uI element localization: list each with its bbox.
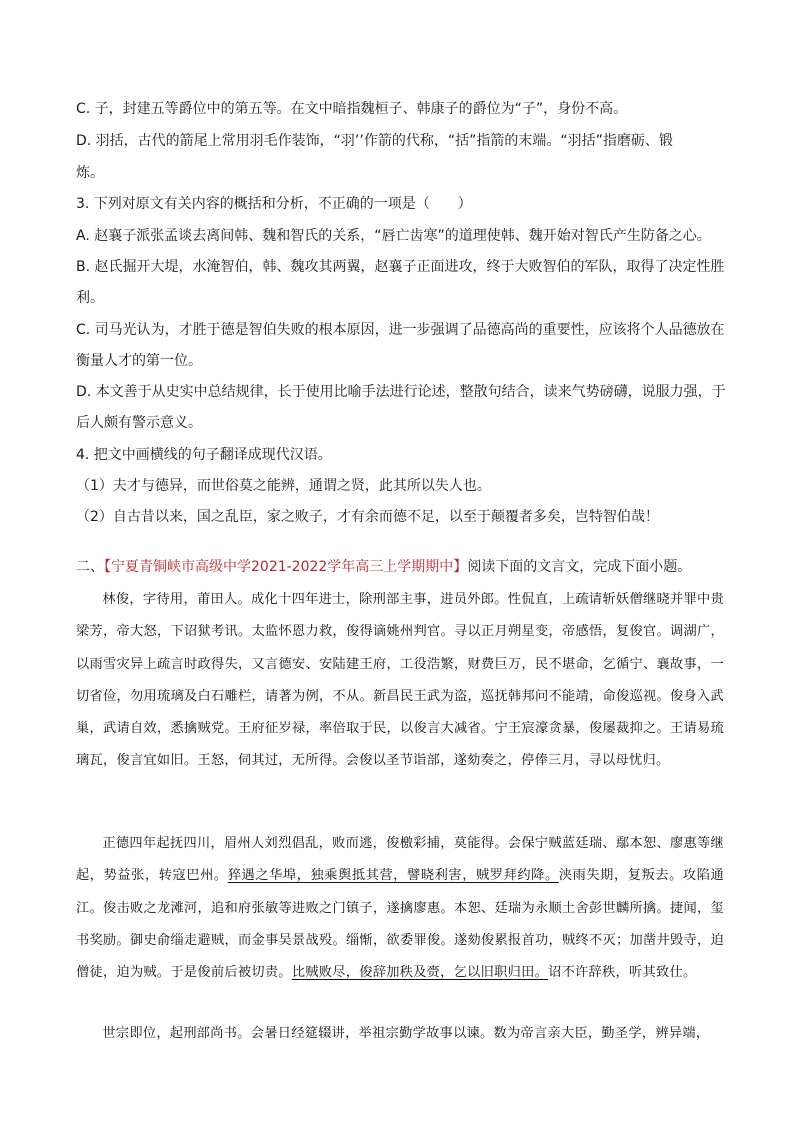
q4-sentence-1: （1）夫才与德异，而世俗莫之能辨，通谓之贤，此其所以失人也。 <box>76 478 491 494</box>
q3-option-b-line2: 利。 <box>76 290 104 306</box>
q3-option-c-line2: 衡量人才的第一位。 <box>76 353 202 369</box>
q3-option-d-line1: D. 本文善于从史实中总结规律，长于使用比喻手法进行论述，整散句结合，读来气势磅礴，说服力强，于 <box>76 384 726 400</box>
q3-option-b-line1: B. 赵氏掘开大堤，水淹智伯，韩、魏攻其两翼，赵襄子正面进攻，终于大败智伯的军队，取得了决定性胜 <box>76 259 725 275</box>
underlined-sentence-2: 比贼败尽，俊辞加秩及赍，乞以旧职归田。 <box>291 965 549 981</box>
passage-paragraph-3: 世宗即位，起刑部尚书。会暑日经筵辍讲，举祖宗勤学故事以谏。数为帝言亲大臣，勤圣学，辨异端， <box>102 1026 710 1041</box>
passage-text: 浃雨失期，复叛去。攻陷通江。俊击败之龙滩河，追和府张敏等进败之门镇子，遂擒廖惠。本恕、廷瑞为永顺土舍彭世麟所擒。捷闻，玺书奖励。御史俞缁走避贼，而金事吴景战殁。缁惭，欲委罪俊。遂劾俊累报首功，贼终不灭；加凿井毁寺，迫僧徒，迫为贼。于是俊前后被切责。 <box>76 868 724 981</box>
section-number: 二、 <box>76 559 104 575</box>
underlined-sentence-1: 猝遇之华埠，独乘舆抵其营，譬晓利害，贼罗拜约降。 <box>227 868 559 884</box>
passage-paragraph-1: 林俊，字待用，莆田人。成化十四年进士，除刑部主事，进员外郎。性侃直，上疏请斩妖僧继晓并罪中贵梁芳，帝大怒，下诏狱考讯。太监怀恩力救，俊得谪姚州判官。寻以正月朔星变，帝感悟，复俊官。调湖广，以雨雪灾异上疏言时政得失，又言德安、安陆建王府，工役浩繁，财费巨万，民不堪命，乞循宁、襄故事，一切省俭，勿用琉璃及白石雕栏，请著为例，不从。新昌民王武为盗，巡抚韩邦问不能靖，命俊巡视。俊身入武巢，武请自效，悉擒贼党。王府征岁禄，率倍取于民，以俊言大减省。宁王宸濠贪暴，俊屡裁抑之。王请易琉璃瓦，俊言宜如旧。王怒，伺其过，无所得。会俊以圣节诣部，遂劾奏之，停俸三月，寻以母忧归。 <box>76 592 724 769</box>
q3-stem: 3. 下列对原文有关内容的概括和分析，不正确的一项是（ ） <box>76 196 472 212</box>
passage-text: 诏不许辞秩，听其致仕。 <box>548 965 697 981</box>
source-label: 【宁夏青铜峡市高级中学2021-2022学年高三上学期期中】 <box>104 559 468 575</box>
passage-paragraph-2 <box>76 828 724 989</box>
section-instruction: 阅读下面的文言文，完成下面小题。 <box>467 559 692 575</box>
q2-option-c: C. 子，封建五等爵位中的第五等。在文中暗指魏桓子、韩康子的爵位为“子”，身份不高。 <box>76 101 628 117</box>
q3-option-d-line2: 后人颇有警示意义。 <box>76 415 202 431</box>
q2-option-d-line2: 炼。 <box>76 165 104 181</box>
passage-text: 正德四年起抚四川，眉州人刘烈倡乱，败而逃，俊檄彩捕，莫能得。会保宁贼蓝廷瑞、鄢本恕、廖惠等继起，势益张，转寇巴州。 <box>76 836 724 884</box>
section-2-header <box>76 553 736 581</box>
q4-sentence-2: （2）自古昔以来，国之乱臣，家之败子，才有余而德不足，以至于颠覆者多矣，岂特智伯哉！ <box>76 509 659 525</box>
q3-option-c-line1: C. 司马光认为，才胜于德是智伯失败的根本原因，进一步强调了品德高尚的重要性，应该将个人品德放在 <box>76 322 725 338</box>
q4-stem: 4. 把文中画横线的句子翻译成现代汉语。 <box>76 447 332 463</box>
q2-option-d-line1: D. 羽括，古代的箭尾上常用羽毛作装饰，“羽’’作箭的代称，“括”指箭的末端。“羽括”指磨砺、锻 <box>76 133 673 149</box>
q3-option-a: A. 赵襄子派张孟谈去离间韩、魏和智氏的关系，“唇亡齿寒”的道理使韩、魏开始对智氏产生防备之心。 <box>76 228 711 244</box>
